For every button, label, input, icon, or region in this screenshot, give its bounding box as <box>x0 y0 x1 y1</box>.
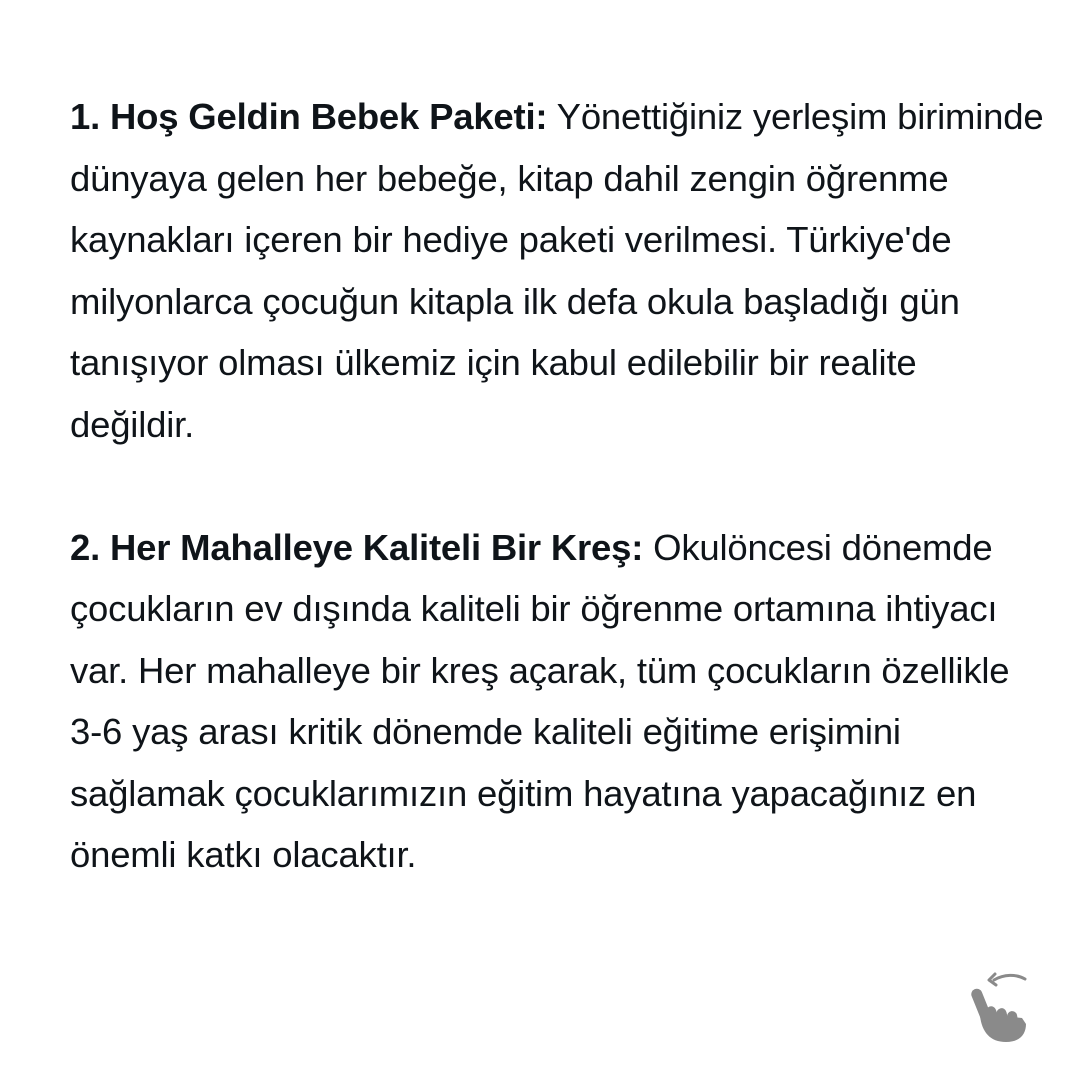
paragraph-2 <box>70 517 1045 886</box>
paragraph-1 <box>70 86 1045 455</box>
paragraph-2-heading: 2. Her Mahalleye Kaliteli Bir Kreş: <box>70 526 644 568</box>
swipe-hand-icon <box>962 966 1038 1048</box>
paragraph-1-body: Yönettiğiniz yerleşim biriminde dünyaya gelen her bebeğe, kitap dahil zengin öğrenme kaynakları içeren bir hediye paketi verilmesi. Türkiye'de milyonlarca çocuğun kitapla ilk defa okula başladığı gün tanışıyor olması ülkemiz için kabul edilebilir bir realite değildir. <box>70 96 1044 445</box>
paragraph-2-body: Okulöncesi dönemde çocukların ev dışında kaliteli bir öğrenme ortamına ihtiyacı var. Her mahalleye bir kreş açarak, tüm çocukların özellikle 3-6 yaş arası kritik dönemde kaliteli eğitime erişimini sağlamak çocuklarımızın eğitim hayatına yapacağınız en önemli katkı olacaktır. <box>70 526 1010 875</box>
paragraph-1-heading: 1. Hoş Geldin Bebek Paketi: <box>70 96 548 137</box>
text-content <box>70 86 1045 886</box>
